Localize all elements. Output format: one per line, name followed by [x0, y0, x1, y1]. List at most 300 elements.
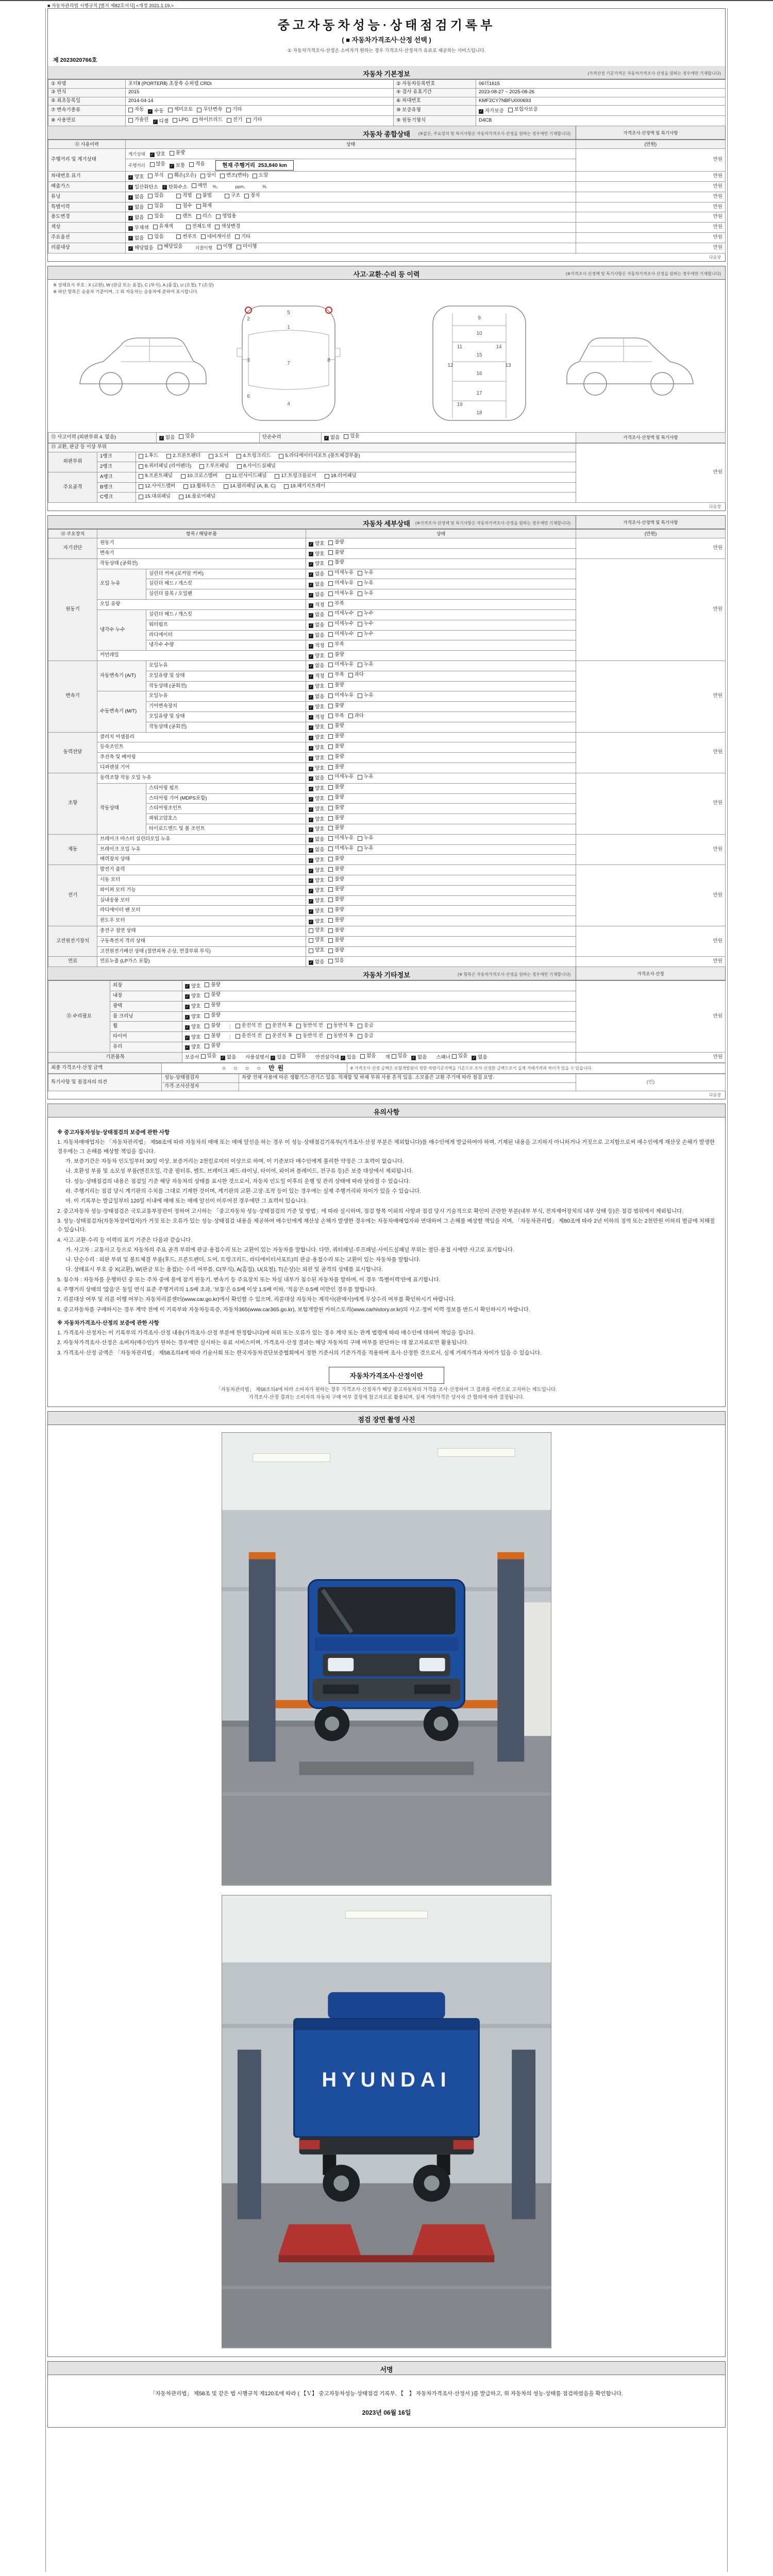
- checkbox-option[interactable]: [325, 473, 357, 480]
- checkbox-option[interactable]: [328, 682, 344, 689]
- checkbox-option[interactable]: [328, 703, 344, 709]
- checkbox-option[interactable]: [205, 1012, 220, 1019]
- checkbox-option[interactable]: [209, 453, 228, 460]
- item-group: 자동변속기 (A/T): [97, 660, 146, 691]
- checkbox-option[interactable]: [328, 866, 344, 873]
- checkbox-option[interactable]: [328, 601, 344, 607]
- checkbox-option[interactable]: [328, 856, 344, 862]
- checkbox-option[interactable]: [193, 117, 223, 124]
- checkbox-icon: [253, 174, 257, 178]
- row-label-color: 색상: [48, 223, 126, 233]
- checkbox-option[interactable]: [328, 570, 354, 577]
- checkbox-icon: [325, 474, 329, 479]
- checkbox-option[interactable]: [358, 590, 373, 597]
- checkbox-label: 미세누유: [334, 692, 354, 698]
- checkbox-option[interactable]: [309, 551, 324, 558]
- checkbox-option[interactable]: [205, 992, 220, 998]
- checkbox-option[interactable]: [148, 234, 163, 241]
- checkbox-option[interactable]: [328, 580, 354, 587]
- checkbox-option[interactable]: [170, 150, 185, 157]
- checkbox-option[interactable]: [328, 927, 344, 934]
- checkbox-option[interactable]: [173, 117, 189, 124]
- checkbox-option[interactable]: [328, 764, 344, 771]
- checkbox-icon: [159, 436, 164, 440]
- price-cell: 만원: [576, 243, 726, 253]
- checkbox-option[interactable]: [328, 774, 354, 781]
- checkbox-option[interactable]: [128, 205, 144, 211]
- checkbox-option[interactable]: [452, 1053, 467, 1060]
- checkbox-option[interactable]: [328, 743, 344, 750]
- checkbox-label: 부족: [334, 641, 344, 647]
- checkbox-option[interactable]: [309, 724, 324, 731]
- checkbox-label: 도말: [259, 172, 268, 178]
- checkbox-option[interactable]: [328, 611, 354, 617]
- price-cell: 만원: [576, 732, 726, 773]
- checkbox-option[interactable]: [139, 453, 158, 460]
- checkbox-option[interactable]: [344, 433, 359, 440]
- checkbox-option[interactable]: [296, 1023, 323, 1029]
- checkbox-option[interactable]: [148, 173, 163, 179]
- checkbox-label: 전체도색: [192, 223, 211, 229]
- basic-info-table: [48, 79, 726, 126]
- checkbox-option[interactable]: [309, 937, 324, 944]
- checkbox-option[interactable]: [328, 815, 344, 822]
- checkbox-option[interactable]: [139, 494, 171, 500]
- checkbox-option[interactable]: [153, 224, 174, 230]
- checkbox-option[interactable]: [309, 766, 324, 772]
- checkbox-option[interactable]: [179, 494, 215, 500]
- checkbox-option[interactable]: [309, 582, 324, 588]
- checkbox-option[interactable]: [226, 107, 242, 113]
- checkbox-option[interactable]: [253, 173, 268, 179]
- checkbox-label: 누수: [364, 621, 374, 627]
- checkbox-option[interactable]: [309, 878, 324, 885]
- checkbox-option[interactable]: [246, 117, 262, 124]
- item-name: 실린더 커버 (로커암 커버): [146, 569, 306, 579]
- checkbox-option[interactable]: [358, 662, 373, 668]
- checkbox-option[interactable]: [128, 117, 149, 124]
- item-name: 충전구 절연 상태: [97, 926, 306, 937]
- checkbox-option[interactable]: [472, 1055, 487, 1061]
- checkbox-option[interactable]: [309, 775, 324, 782]
- status-cell: [306, 834, 576, 844]
- checkbox-option[interactable]: [309, 868, 324, 874]
- checkbox-option[interactable]: [309, 653, 324, 660]
- checkbox-option[interactable]: [327, 1023, 354, 1029]
- checkbox-option[interactable]: [128, 184, 158, 191]
- checkbox-option[interactable]: [392, 1053, 407, 1060]
- status-cell: [306, 671, 576, 681]
- checkbox-option[interactable]: [168, 107, 193, 113]
- checkbox-option[interactable]: [189, 161, 205, 168]
- notice-paragraph: 가. 사고차 : 교통사고 등으로 자동차의 주요 골격 부위에 판금·용접수리 또는 교환이 있는 자동차를 말합니다. 다만, 쿼터패널·루프패널·사이드실패널 부위는 절단·용접 시에만 사고로 표기합니다.: [65, 1246, 514, 1253]
- checkbox-option[interactable]: [348, 713, 364, 720]
- checkbox-option[interactable]: [185, 993, 200, 1000]
- checkbox-option[interactable]: [275, 473, 316, 480]
- item-name: 배력장치 상태: [97, 855, 306, 865]
- checkbox-option[interactable]: [309, 898, 324, 905]
- checkbox-option[interactable]: [309, 755, 324, 762]
- checkbox-option[interactable]: [266, 1033, 292, 1040]
- accident-history-options: [157, 432, 260, 443]
- checkbox-option[interactable]: [196, 203, 212, 210]
- checkbox-label: 14.필러패널 (A, B, C): [230, 483, 276, 489]
- checkbox-option[interactable]: [328, 794, 344, 801]
- checkbox-option[interactable]: [328, 825, 344, 832]
- checkbox-label: 없음: [315, 571, 325, 578]
- checkbox-option[interactable]: [309, 947, 324, 954]
- checkbox-icon: [328, 836, 333, 841]
- checkbox-option[interactable]: [200, 173, 216, 179]
- checkbox-option[interactable]: [358, 845, 373, 852]
- checkbox-label: 없음: [315, 847, 325, 853]
- checkbox-option[interactable]: [216, 213, 237, 220]
- checkbox-option[interactable]: [328, 835, 354, 842]
- checkbox-option[interactable]: [479, 108, 504, 115]
- checkbox-option[interactable]: [128, 174, 144, 181]
- checkbox-option[interactable]: [159, 435, 175, 442]
- checkbox-option[interactable]: [328, 662, 354, 668]
- checkbox-option[interactable]: [328, 896, 344, 903]
- checkbox-option[interactable]: [309, 704, 324, 711]
- checkbox-option[interactable]: [309, 847, 324, 854]
- checkbox-option[interactable]: [192, 183, 207, 190]
- checkbox-icon: [150, 162, 155, 167]
- checkbox-option[interactable]: [309, 908, 324, 915]
- checkbox-option[interactable]: [166, 453, 200, 460]
- checkbox-label: 불량: [334, 651, 344, 657]
- checkbox-icon: [189, 162, 194, 167]
- checkbox-option[interactable]: [185, 984, 200, 990]
- basic-band: [48, 66, 725, 79]
- checkbox-option[interactable]: [309, 919, 324, 925]
- checkbox-option[interactable]: [309, 735, 324, 741]
- checkbox-option[interactable]: [148, 108, 163, 115]
- checkbox-option[interactable]: [224, 483, 276, 490]
- checkbox-option[interactable]: [309, 927, 324, 934]
- checkbox-option[interactable]: [328, 723, 344, 730]
- checkbox-icon: [196, 204, 201, 209]
- checkbox-option[interactable]: [201, 1053, 216, 1060]
- checkbox-label: 누유: [364, 774, 374, 780]
- checkbox-option[interactable]: [411, 1055, 427, 1061]
- checkbox-icon: [328, 704, 333, 708]
- item-name: 작동상태 (공회전): [146, 681, 306, 691]
- rankC-label: C랭크: [97, 493, 136, 503]
- checkbox-label: 양호: [315, 927, 325, 933]
- checkbox-option[interactable]: [128, 235, 144, 242]
- checkbox-label: 응급: [364, 1022, 374, 1028]
- checkbox-label: 응급: [364, 1032, 374, 1039]
- notice-paragraph: 라. 주행거리는 점검 당시 계기판의 수치를 그대로 기재한 것이며, 계기판의 교환·고장·조작 등이 있는 경우에는 실제 주행거리와 차이가 있을 수 있습니다.: [65, 1188, 421, 1194]
- checkbox-icon: [328, 938, 333, 943]
- basic-item-name: 스패너: [436, 1055, 450, 1061]
- checkbox-option[interactable]: [186, 224, 211, 230]
- checkbox-option[interactable]: [328, 652, 344, 658]
- checkbox-option[interactable]: [128, 215, 144, 222]
- checkbox-option[interactable]: [176, 213, 192, 220]
- checkbox-option[interactable]: [199, 463, 229, 470]
- checkbox-label: 자가보증: [485, 108, 504, 114]
- checkbox-option[interactable]: [150, 161, 165, 168]
- checkbox-option[interactable]: [158, 244, 183, 250]
- checkbox-option[interactable]: [328, 631, 354, 638]
- checkbox-option[interactable]: [328, 886, 344, 893]
- checkbox-option[interactable]: [309, 633, 324, 639]
- diagram-panel-number: 7: [287, 360, 290, 366]
- checkbox-option[interactable]: [309, 602, 324, 609]
- checkbox-icon: [328, 734, 333, 739]
- checkbox-option[interactable]: [225, 193, 240, 199]
- checkbox-icon: [358, 1034, 362, 1039]
- checkbox-icon: [296, 1024, 301, 1028]
- checkbox-option[interactable]: [148, 203, 163, 210]
- checkbox-option[interactable]: [185, 1044, 200, 1051]
- checkbox-option[interactable]: [309, 857, 324, 864]
- checkbox-option[interactable]: [237, 453, 271, 460]
- checkbox-option[interactable]: [185, 1035, 200, 1041]
- checkbox-option[interactable]: [358, 611, 373, 617]
- checkbox-label: 있음: [334, 957, 344, 963]
- checkbox-option[interactable]: [205, 1002, 220, 1009]
- checkbox-option[interactable]: [309, 694, 324, 701]
- checkbox-option[interactable]: [309, 612, 324, 619]
- checkbox-option[interactable]: [328, 560, 344, 566]
- checkbox-option[interactable]: [162, 184, 188, 191]
- checkbox-option[interactable]: [328, 937, 344, 944]
- basic-item: [436, 1055, 491, 1060]
- checkbox-label: 적법: [182, 193, 192, 199]
- checkbox-option[interactable]: [328, 692, 354, 699]
- checkbox-option[interactable]: [153, 118, 169, 125]
- checkbox-option[interactable]: [128, 194, 144, 201]
- checkbox-option[interactable]: [217, 244, 232, 250]
- checkbox-option[interactable]: [235, 234, 250, 241]
- checkbox-option[interactable]: [215, 224, 240, 230]
- price-cell: 만원: [576, 192, 726, 202]
- checkbox-option[interactable]: [358, 774, 373, 781]
- checkbox-option[interactable]: [328, 672, 344, 679]
- detail-row: [48, 732, 726, 742]
- checkbox-option[interactable]: [309, 959, 324, 966]
- checkbox-option[interactable]: [309, 673, 324, 680]
- checkbox-icon: [328, 959, 333, 963]
- checkbox-option[interactable]: [309, 786, 324, 792]
- status-cell: [306, 916, 576, 926]
- checkbox-option[interactable]: [296, 1033, 323, 1040]
- checkbox-option[interactable]: [309, 622, 324, 629]
- checkbox-icon: [148, 109, 153, 114]
- checkbox-option[interactable]: [309, 684, 324, 690]
- checkbox-option[interactable]: [237, 244, 257, 250]
- checkbox-option[interactable]: [176, 203, 192, 210]
- checkbox-option[interactable]: [236, 1023, 262, 1029]
- checkbox-option[interactable]: [266, 1023, 292, 1029]
- checkbox-option[interactable]: [309, 796, 324, 803]
- checkbox-option[interactable]: [139, 473, 173, 480]
- checkbox-option[interactable]: [205, 1023, 220, 1029]
- checkbox-option[interactable]: [196, 193, 212, 199]
- checkbox-icon: [328, 612, 333, 616]
- checkbox-option[interactable]: [176, 234, 197, 241]
- checkbox-option[interactable]: [360, 1053, 376, 1060]
- checkbox-option[interactable]: [328, 590, 354, 597]
- checkbox-option[interactable]: [148, 193, 163, 199]
- checkbox-option[interactable]: [185, 1014, 200, 1021]
- accident-history-label: ⑫ 사고이력 (외판부위 4. 없음): [48, 432, 157, 443]
- checkbox-option[interactable]: [341, 1055, 356, 1061]
- checkbox-option[interactable]: [328, 784, 344, 791]
- checkbox-option[interactable]: [201, 234, 231, 241]
- checkbox-option[interactable]: [328, 845, 354, 852]
- row-label-tuning: 튜닝: [48, 192, 126, 202]
- status-cell: [306, 651, 576, 661]
- etc-info-table: [48, 980, 726, 1063]
- checkbox-icon: [217, 245, 222, 249]
- checkbox-option[interactable]: [205, 1033, 220, 1040]
- checkbox-option[interactable]: [358, 570, 373, 577]
- checkbox-label: 없음: [478, 1055, 488, 1061]
- checkbox-option[interactable]: [309, 541, 324, 548]
- section-photos: [47, 1411, 726, 2357]
- checkbox-option[interactable]: [328, 876, 344, 883]
- checkbox-option[interactable]: [185, 1004, 200, 1010]
- checkbox-option[interactable]: [309, 745, 324, 752]
- checkbox-option[interactable]: [271, 1055, 286, 1061]
- checkbox-option[interactable]: [170, 163, 185, 170]
- checkbox-option[interactable]: [328, 733, 344, 740]
- checkbox-option[interactable]: [328, 805, 344, 811]
- etc-status-cell: [182, 981, 576, 991]
- checkbox-option[interactable]: [309, 806, 324, 813]
- checkbox-label: 불량: [334, 794, 344, 801]
- checkbox-option[interactable]: [328, 754, 344, 760]
- diagram-panel-number: 17: [476, 390, 482, 396]
- checkbox-label: 세미오토: [174, 106, 193, 112]
- item-name: 추진축 및 베어링: [97, 753, 306, 763]
- checkbox-option[interactable]: [279, 453, 360, 460]
- rankB-options: [136, 482, 576, 493]
- checkbox-option[interactable]: [348, 672, 364, 679]
- checkbox-option[interactable]: [128, 225, 149, 232]
- checkbox-option[interactable]: [309, 561, 324, 568]
- checkbox-icon: [196, 194, 201, 198]
- checkbox-option[interactable]: [205, 1043, 220, 1049]
- car-side-right-view: [567, 338, 693, 395]
- accident-band: [48, 266, 725, 280]
- checkbox-option[interactable]: [183, 483, 215, 490]
- checkbox-option[interactable]: [309, 715, 324, 721]
- checkbox-label: 없음: [315, 591, 325, 598]
- checkbox-option[interactable]: [205, 982, 220, 989]
- checkbox-option[interactable]: [327, 1033, 354, 1040]
- checkbox-option[interactable]: [244, 193, 260, 199]
- next-page-marker: 다음장: [709, 504, 721, 510]
- checkbox-option[interactable]: [226, 473, 267, 480]
- checkbox-icon: [328, 755, 333, 759]
- checkbox-option[interactable]: [328, 917, 344, 924]
- checkbox-option[interactable]: [309, 888, 324, 894]
- checkbox-option[interactable]: [358, 1033, 373, 1040]
- checkbox-option[interactable]: [284, 483, 325, 490]
- checkbox-option[interactable]: [221, 1055, 236, 1061]
- checkbox-icon: [216, 214, 221, 219]
- checkbox-option[interactable]: [328, 539, 344, 546]
- checkbox-option[interactable]: [197, 107, 222, 113]
- checkbox-option[interactable]: [309, 571, 324, 578]
- checkbox-option[interactable]: [328, 713, 344, 720]
- checkbox-option[interactable]: [358, 692, 373, 699]
- checkbox-option[interactable]: [128, 107, 144, 113]
- checkbox-icon: [328, 948, 333, 953]
- checkbox-option[interactable]: [291, 1053, 306, 1060]
- checkbox-label: 보험사보증: [514, 106, 538, 112]
- checkbox-icon: [185, 1025, 190, 1030]
- checkbox-option[interactable]: [358, 631, 373, 638]
- checkbox-option[interactable]: [309, 817, 324, 823]
- checkbox-icon: [237, 464, 242, 469]
- checkbox-option[interactable]: [328, 550, 344, 556]
- checkbox-option[interactable]: [148, 213, 163, 220]
- checkbox-option[interactable]: [328, 907, 344, 913]
- checkbox-option[interactable]: [358, 835, 373, 842]
- etc-title: 자동차 기타정보: [363, 971, 410, 979]
- checkbox-option[interactable]: [139, 483, 175, 490]
- checkbox-option[interactable]: [220, 173, 248, 179]
- checkbox-option[interactable]: [179, 433, 194, 440]
- checkbox-option[interactable]: [358, 1023, 373, 1029]
- checkbox-option[interactable]: [358, 621, 373, 628]
- checkbox-label: 양호: [315, 867, 325, 873]
- checkbox-option[interactable]: [309, 837, 324, 843]
- mileage-options: [150, 163, 209, 168]
- checkbox-option[interactable]: [328, 958, 344, 964]
- diagram-panel-number: 2: [247, 316, 250, 322]
- status-cell: [306, 691, 576, 702]
- diagram-panel-number: 1: [287, 324, 290, 330]
- checkbox-icon: [328, 908, 333, 912]
- checkbox-option[interactable]: [309, 826, 324, 833]
- item-group: 오일 누유: [97, 569, 146, 599]
- checkbox-option[interactable]: [196, 213, 212, 220]
- checkbox-option[interactable]: [309, 663, 324, 670]
- checkbox-option[interactable]: [324, 435, 340, 442]
- checkbox-option[interactable]: [150, 151, 165, 158]
- checkbox-icon: [284, 484, 289, 489]
- checkbox-option[interactable]: [237, 463, 276, 470]
- checkbox-option[interactable]: [328, 621, 354, 628]
- checkbox-option[interactable]: [309, 592, 324, 599]
- checkbox-icon: [358, 693, 362, 698]
- checkbox-option[interactable]: [328, 641, 344, 648]
- checkbox-option[interactable]: [181, 473, 217, 480]
- checkbox-option[interactable]: [358, 580, 373, 587]
- checkbox-option[interactable]: [185, 1024, 200, 1031]
- checkbox-option[interactable]: [227, 117, 242, 124]
- checkbox-option[interactable]: [128, 245, 154, 252]
- checkbox-option[interactable]: [168, 173, 196, 179]
- checkbox-option[interactable]: [328, 947, 344, 954]
- checkbox-option[interactable]: [508, 107, 538, 113]
- checkbox-label: 렌트: [182, 213, 192, 219]
- diagram-panel-number: 15: [476, 352, 482, 358]
- status-cell: [306, 600, 576, 610]
- checkbox-option[interactable]: [309, 643, 324, 650]
- checkbox-option[interactable]: [236, 1033, 262, 1040]
- checkbox-option[interactable]: [176, 193, 192, 199]
- checkbox-label: 탄화수소: [168, 184, 188, 190]
- checkbox-option[interactable]: [139, 463, 191, 470]
